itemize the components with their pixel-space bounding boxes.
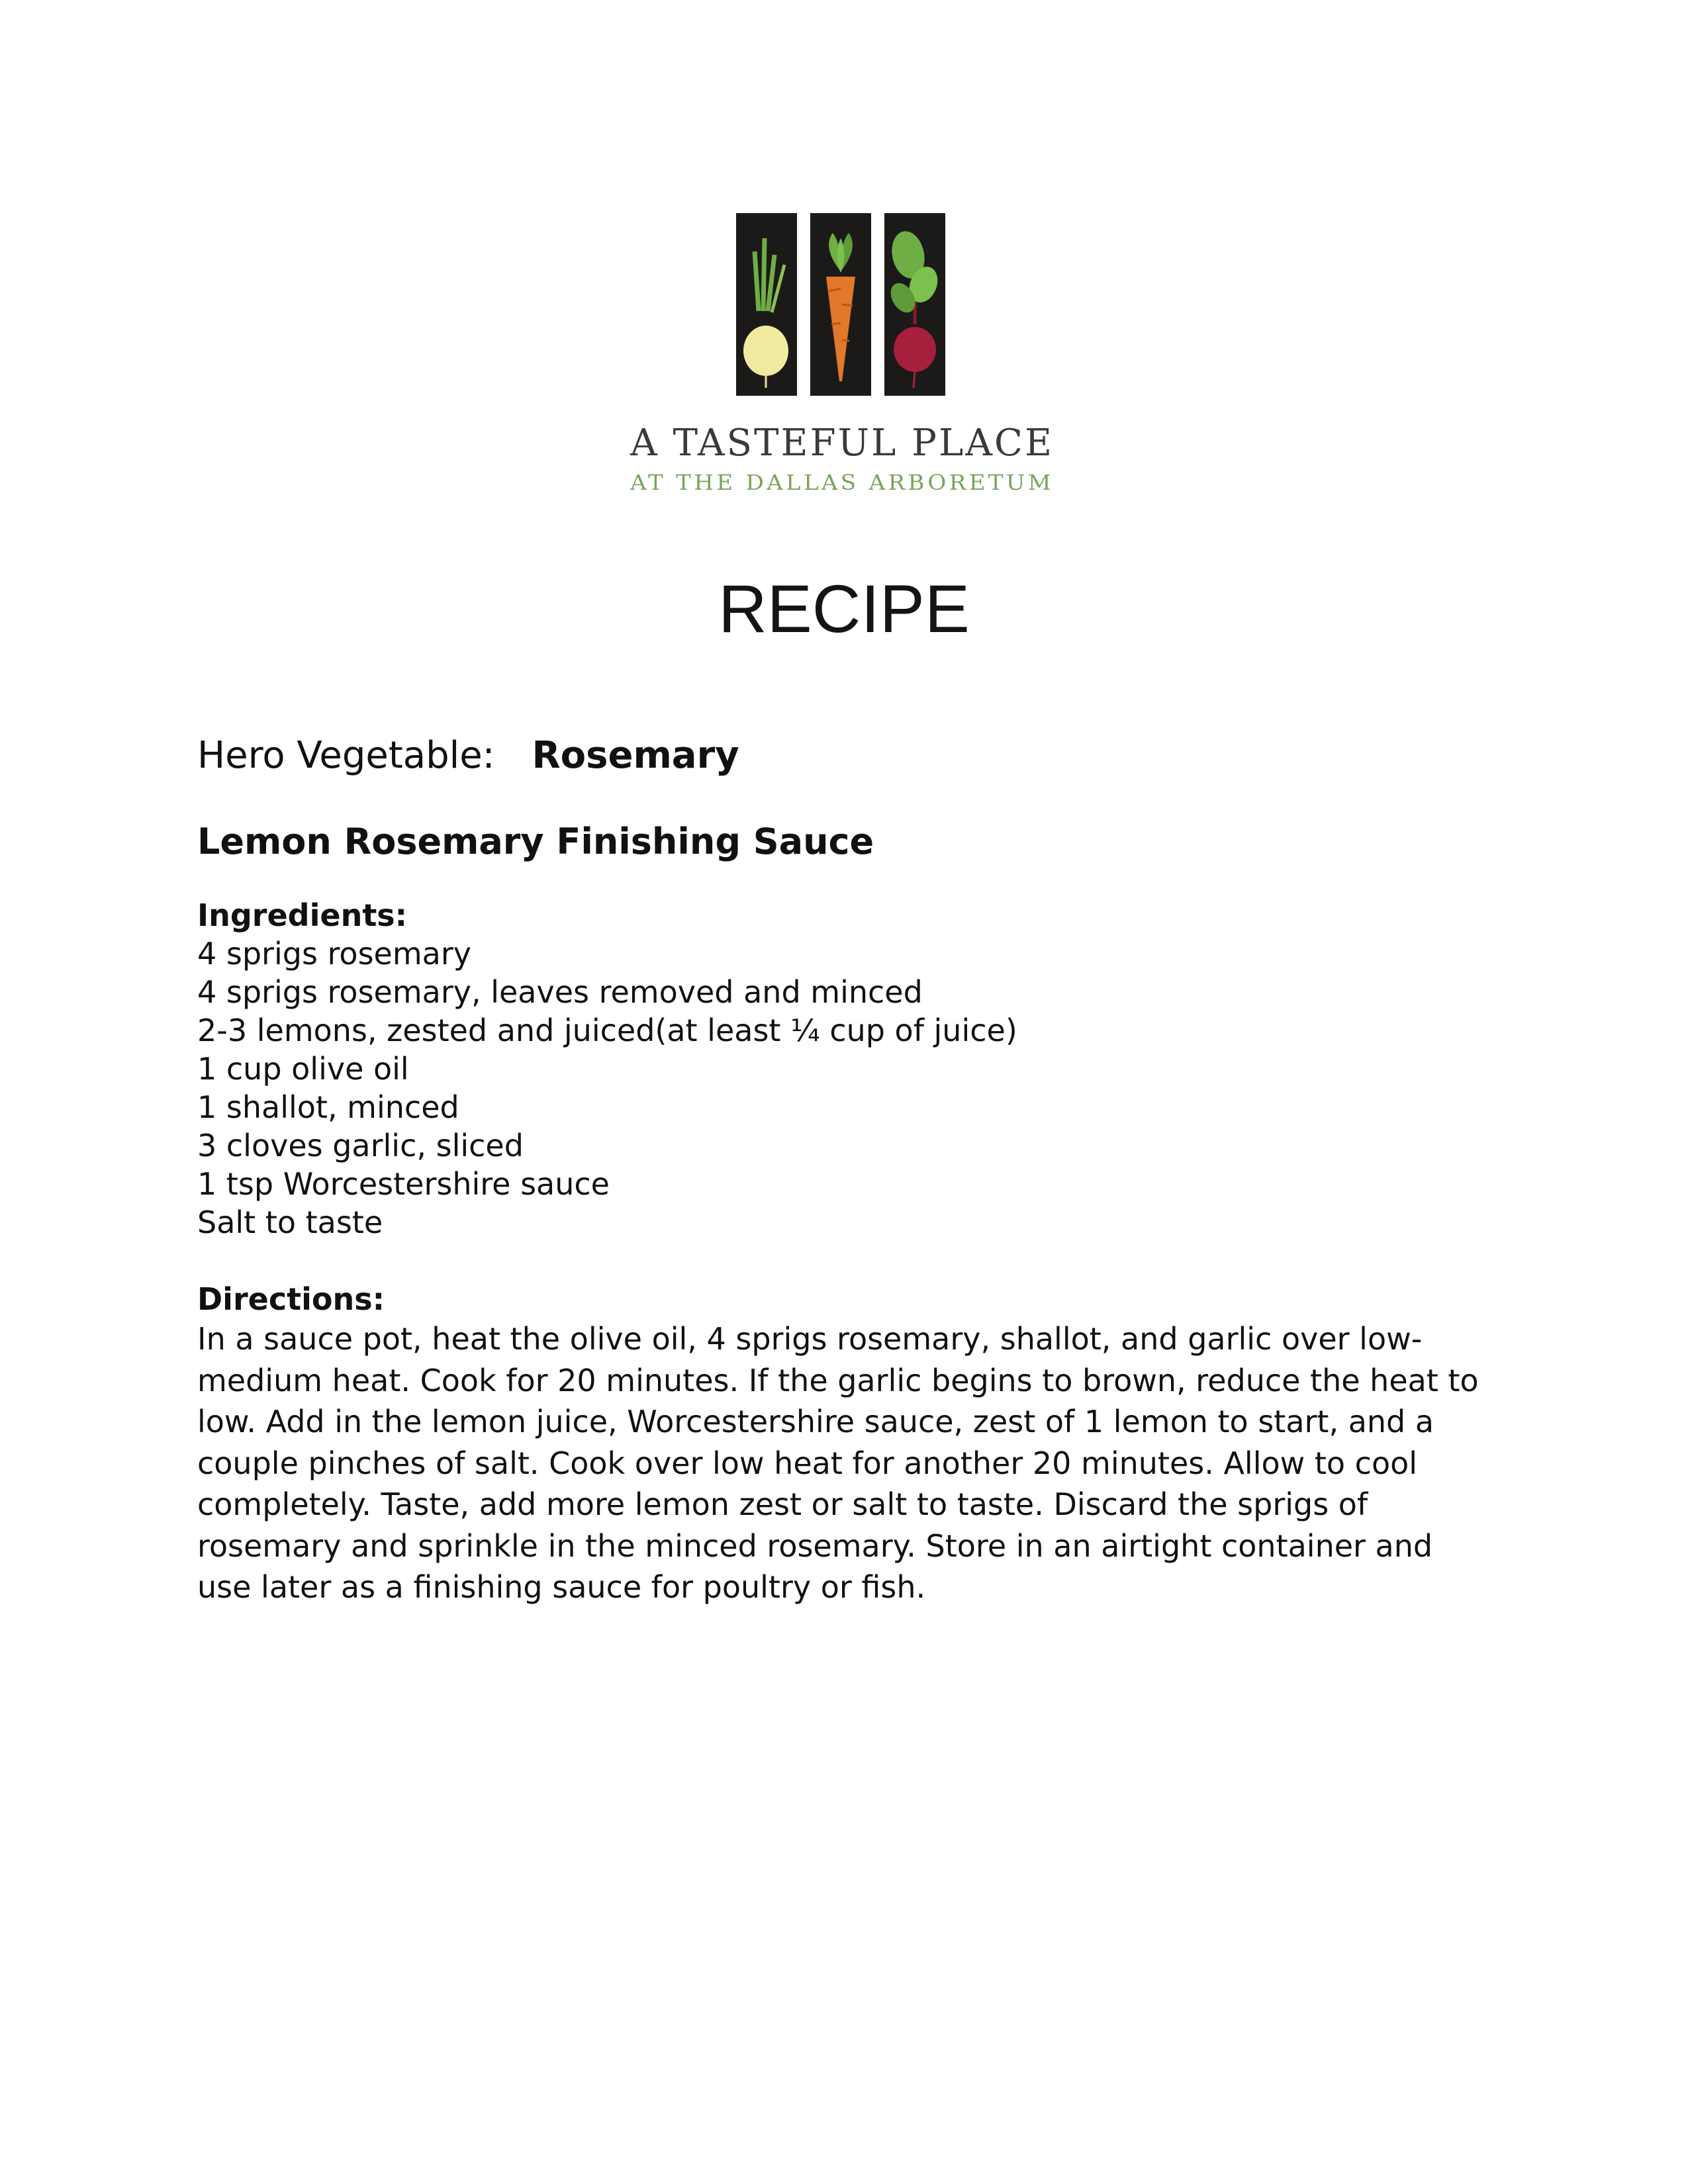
ingredient-item: 3 cloves garlic, sliced [197, 1128, 524, 1163]
carrot-icon [810, 213, 871, 396]
logo-tagline: AT THE DALLAS ARBORETUM [629, 470, 1054, 495]
logo [0, 0, 1688, 516]
hero-vegetable-label: Hero Vegetable: [197, 734, 495, 777]
ingredient-item: 1 cup olive oil [197, 1051, 409, 1087]
ingredient-item: 4 sprigs rosemary, leaves removed and minced [197, 974, 923, 1010]
ingredients-heading: Ingredients: [197, 897, 408, 933]
ingredient-item: Salt to taste [197, 1205, 383, 1240]
ingredient-list [197, 934, 1495, 1242]
ingredient-item: 4 sprigs rosemary [197, 936, 471, 972]
recipe-content [197, 731, 1495, 1608]
ingredient-item: 1 tsp Worcestershire sauce [197, 1166, 610, 1202]
directions-heading: Directions: [197, 1281, 385, 1317]
logo-name: A TASTEFUL PLACE [629, 422, 1054, 465]
hero-vegetable-line [197, 731, 1495, 781]
page-title: RECIPE [718, 571, 970, 647]
directions-text: In a sauce pot, heat the olive oil, 4 sprigs rosemary, shallot, and garlic over low-medium heat. Cook for 20 minutes. If the garlic begins to brown, reduce the heat to low. Add in the lemon juice, Worcestershire sauce, zest of 1 lemon to start, and a couple pinches of salt. Cook over low heat for another 20 minutes. Allow to cool completely. Taste, add more lemon zest or salt to taste. Discard the sprigs of rosemary and sprinkle in the minced rosemary. Store in an airtight container and use later as a finishing sauce for poultry or fish. [197, 1321, 1479, 1605]
beet-icon [884, 213, 945, 396]
hero-vegetable-value: Rosemary [532, 734, 739, 777]
recipe-name: Lemon Rosemary Finishing Sauce [197, 821, 874, 862]
ingredient-item: 2-3 lemons, zested and juiced(at least ¼ cup of juice) [197, 1013, 1017, 1048]
onion-icon [736, 213, 797, 396]
ingredient-item: 1 shallot, minced [197, 1089, 459, 1125]
